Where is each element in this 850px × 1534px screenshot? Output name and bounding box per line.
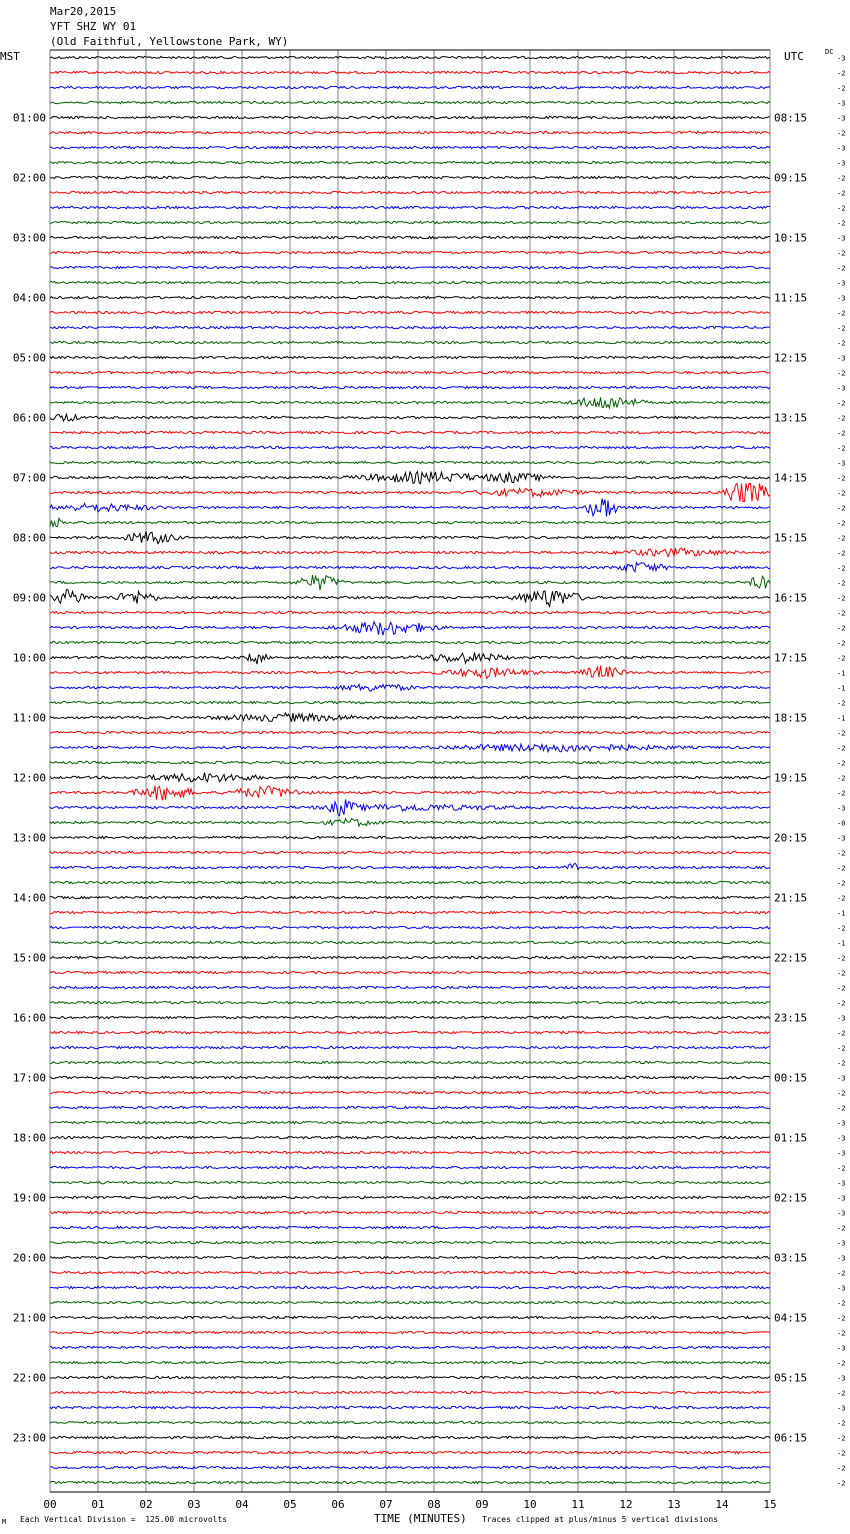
- trace-row-19: [50, 341, 770, 343]
- x-tick-label: 09: [475, 1498, 489, 1511]
- offset-label: -3: [837, 354, 846, 363]
- trace-row-55: [50, 881, 770, 883]
- right-hour-label: 21:15: [774, 891, 808, 905]
- offset-label: -2: [837, 264, 846, 273]
- offset-label: -3: [837, 1284, 846, 1293]
- offset-label: -2: [837, 864, 846, 873]
- offset-label: -2: [837, 999, 846, 1008]
- x-tick-label: 10: [523, 1498, 537, 1511]
- trace-row-29: [50, 484, 770, 502]
- trace-row-9: [50, 191, 770, 193]
- trace-row-30: [50, 499, 770, 517]
- offset-label: -2: [837, 339, 846, 348]
- offset-label: -2: [837, 699, 846, 708]
- offset-label: -3: [837, 114, 846, 123]
- offset-label: -3: [837, 234, 846, 243]
- left-hour-label: 03:00: [12, 231, 46, 245]
- trace-row-34: [50, 563, 770, 572]
- offset-label: -1: [837, 684, 846, 693]
- left-hour-label: 07:00: [12, 471, 46, 485]
- x-tick-label: 01: [91, 1498, 105, 1511]
- offset-label: -3: [837, 1014, 846, 1023]
- offset-label: -3: [837, 384, 846, 393]
- offset-label: -3: [837, 1074, 846, 1083]
- trace-row-39: [50, 641, 770, 643]
- right-hour-label: 04:15: [774, 1311, 808, 1325]
- trace-row-52: [50, 836, 770, 838]
- trace-row-13: [50, 251, 770, 253]
- offset-label: -2: [837, 1164, 846, 1173]
- offset-label: -2: [837, 1269, 846, 1278]
- trace-row-61: [50, 971, 770, 973]
- right-hour-label: 06:15: [774, 1431, 808, 1445]
- chart-date: Mar20,2015: [50, 5, 117, 18]
- offset-label: -3: [837, 1344, 846, 1353]
- offset-label: -2: [837, 1089, 846, 1098]
- offset-label: -2: [837, 1434, 846, 1443]
- trace-row-11: [50, 221, 770, 223]
- right-hour-label: 20:15: [774, 831, 808, 845]
- trace-row-25: [50, 431, 770, 433]
- offset-label: -1: [837, 939, 846, 948]
- offset-label: -2: [837, 969, 846, 978]
- trace-row-47: [50, 761, 770, 763]
- trace-row-10: [50, 206, 770, 208]
- left-hour-label: 17:00: [12, 1071, 46, 1085]
- trace-row-48: [50, 773, 770, 782]
- trace-row-66: [50, 1046, 770, 1048]
- trace-row-60: [50, 956, 770, 958]
- trace-row-17: [50, 311, 770, 313]
- trace-row-83: [50, 1301, 770, 1303]
- trace-row-76: [50, 1196, 770, 1198]
- offset-label: -2: [837, 1449, 846, 1458]
- right-hour-label: 01:15: [774, 1131, 808, 1145]
- offset-label: -2: [837, 609, 846, 618]
- clip-note: Traces clipped at plus/minus 5 vertical divisions: [482, 1515, 719, 1524]
- offset-label: -2: [837, 174, 846, 183]
- trace-row-0: [50, 56, 770, 58]
- right-hour-label: 18:15: [774, 711, 808, 725]
- trace-row-92: [50, 1436, 770, 1438]
- trace-row-54: [50, 863, 770, 869]
- offset-label: -3: [837, 1134, 846, 1143]
- right-hour-label: 05:15: [774, 1371, 808, 1385]
- trace-row-75: [50, 1181, 770, 1183]
- offset-label: -3: [837, 1404, 846, 1413]
- trace-row-69: [50, 1091, 770, 1093]
- offset-label: -3: [837, 804, 846, 813]
- offset-label: -3: [837, 1254, 846, 1263]
- trace-row-23: [50, 397, 770, 408]
- offset-label: -3: [837, 144, 846, 153]
- offset-label: -3: [837, 459, 846, 468]
- offset-label: -2: [837, 534, 846, 543]
- right-hour-label: 12:15: [774, 351, 808, 365]
- right-hour-label: 09:15: [774, 171, 808, 185]
- trace-row-21: [50, 371, 770, 373]
- offset-label: -2: [837, 399, 846, 408]
- left-hour-label: 22:00: [12, 1371, 46, 1385]
- trace-row-7: [50, 161, 770, 163]
- left-hour-label: 02:00: [12, 171, 46, 185]
- offset-label: -2: [837, 324, 846, 333]
- trace-row-16: [50, 296, 770, 298]
- trace-row-90: [50, 1406, 770, 1408]
- trace-row-94: [50, 1466, 770, 1468]
- offset-label: -1: [837, 909, 846, 918]
- right-hour-label: 19:15: [774, 771, 808, 785]
- right-hour-label: 15:15: [774, 531, 808, 545]
- trace-row-28: [50, 472, 770, 484]
- trace-row-8: [50, 176, 770, 178]
- offset-label: -3: [837, 834, 846, 843]
- left-hour-labels: [13, 112, 46, 1445]
- trace-row-5: [50, 131, 770, 133]
- trace-row-53: [50, 851, 770, 853]
- offset-label: -2: [837, 1479, 846, 1488]
- left-hour-label: 11:00: [12, 711, 46, 725]
- trace-row-38: [50, 622, 770, 636]
- right-hour-label: 08:15: [774, 111, 808, 125]
- right-hour-label: 00:15: [774, 1071, 808, 1085]
- left-hour-label: 13:00: [12, 831, 46, 845]
- corner-mark: M: [2, 1518, 7, 1526]
- trace-row-6: [50, 146, 770, 148]
- offset-label: -2: [837, 564, 846, 573]
- left-hour-label: 15:00: [12, 951, 46, 965]
- trace-row-49: [50, 786, 770, 801]
- trace-row-20: [50, 356, 770, 358]
- x-tick-label: 07: [379, 1498, 393, 1511]
- offset-label: -2: [837, 1389, 846, 1398]
- trace-row-82: [50, 1286, 770, 1288]
- offset-label: -2: [837, 1419, 846, 1428]
- left-hour-label: 09:00: [12, 591, 46, 605]
- trace-row-65: [50, 1031, 770, 1033]
- right-offset-labels: [837, 55, 845, 1488]
- offset-label: -2: [837, 1329, 846, 1338]
- offset-label: -1: [837, 714, 846, 723]
- left-hour-label: 18:00: [12, 1131, 46, 1145]
- dc-label: DC: [825, 48, 834, 56]
- right-hour-label: 03:15: [774, 1251, 808, 1265]
- offset-label: -3: [837, 1179, 846, 1188]
- trace-row-4: [50, 116, 770, 118]
- trace-row-79: [50, 1241, 770, 1243]
- trace-row-44: [50, 713, 770, 722]
- offset-label: -2: [837, 789, 846, 798]
- offset-label: -2: [837, 1224, 846, 1233]
- trace-row-14: [50, 266, 770, 268]
- offset-label: -2: [837, 1044, 846, 1053]
- right-hour-label: 11:15: [774, 291, 808, 305]
- right-hour-labels: [774, 112, 807, 1445]
- trace-row-24: [50, 414, 770, 421]
- left-hour-label: 23:00: [12, 1431, 46, 1445]
- offset-label: -2: [837, 1359, 846, 1368]
- offset-label: -3: [837, 279, 846, 288]
- offset-label: -2: [837, 1104, 846, 1113]
- x-tick-label: 14: [715, 1498, 729, 1511]
- trace-row-45: [50, 731, 770, 733]
- offset-label: -3: [837, 99, 846, 108]
- x-tick-label: 02: [139, 1498, 153, 1511]
- trace-row-56: [50, 896, 770, 898]
- offset-label: -3: [837, 159, 846, 168]
- trace-row-40: [50, 653, 770, 665]
- trace-row-62: [50, 986, 770, 988]
- left-hour-label: 04:00: [12, 291, 46, 305]
- trace-row-73: [50, 1151, 770, 1153]
- offset-label: -0: [837, 819, 846, 828]
- station-location: (Old Faithful, Yellowstone Park, WY): [50, 35, 289, 48]
- trace-row-51: [50, 818, 770, 826]
- right-hour-label: 23:15: [774, 1011, 808, 1025]
- trace-row-85: [50, 1331, 770, 1333]
- trace-row-12: [50, 236, 770, 238]
- left-hour-label: 01:00: [12, 111, 46, 125]
- trace-row-78: [50, 1226, 770, 1228]
- chart-title: YFT SHZ WY 01: [50, 20, 137, 33]
- offset-label: -3: [837, 1374, 846, 1383]
- right-hour-label: 22:15: [774, 951, 808, 965]
- offset-label: -2: [837, 774, 846, 783]
- x-tick-label: 05: [283, 1498, 297, 1511]
- left-hour-label: 12:00: [12, 771, 46, 785]
- offset-label: -2: [837, 744, 846, 753]
- trace-row-22: [50, 386, 770, 388]
- offset-label: -2: [837, 759, 846, 768]
- trace-row-86: [50, 1346, 770, 1348]
- trace-row-31: [50, 518, 770, 526]
- offset-label: -2: [837, 549, 846, 558]
- trace-row-58: [50, 926, 770, 928]
- left-hour-label: 08:00: [12, 531, 46, 545]
- trace-row-46: [50, 744, 770, 752]
- offset-label: -2: [837, 894, 846, 903]
- offset-label: -3: [837, 294, 846, 303]
- trace-group: [50, 56, 770, 1483]
- trace-row-84: [50, 1316, 770, 1318]
- offset-label: -2: [837, 1314, 846, 1323]
- trace-row-42: [50, 684, 770, 691]
- offset-label: -2: [837, 129, 846, 138]
- offset-label: -2: [837, 504, 846, 513]
- trace-row-87: [50, 1361, 770, 1363]
- offset-label: -2: [837, 639, 846, 648]
- offset-label: -2: [837, 849, 846, 858]
- x-tick-label: 06: [331, 1498, 345, 1511]
- x-tick-label: 15: [763, 1498, 777, 1511]
- scale-note: Each Vertical Division = 125.00 microvolts: [20, 1515, 228, 1524]
- trace-row-35: [50, 575, 770, 590]
- x-tick-label: 00: [43, 1498, 57, 1511]
- right-hour-label: 17:15: [774, 651, 808, 665]
- trace-row-2: [50, 86, 770, 88]
- trace-row-27: [50, 461, 770, 463]
- offset-label: -2: [837, 474, 846, 483]
- trace-row-63: [50, 1001, 770, 1003]
- x-tick-label: 12: [619, 1498, 633, 1511]
- trace-row-67: [50, 1061, 770, 1063]
- left-hour-label: 21:00: [12, 1311, 46, 1325]
- left-hour-label: 06:00: [12, 411, 46, 425]
- right-hour-label: 16:15: [774, 591, 808, 605]
- x-tick-labels: [43, 1498, 776, 1511]
- trace-row-74: [50, 1166, 770, 1168]
- offset-label: -2: [837, 984, 846, 993]
- trace-row-26: [50, 446, 770, 448]
- offset-label: -2: [837, 429, 846, 438]
- trace-row-41: [50, 666, 770, 679]
- trace-row-1: [50, 71, 770, 73]
- right-hour-label: 14:15: [774, 471, 808, 485]
- trace-row-93: [50, 1451, 770, 1453]
- offset-label: -3: [837, 54, 846, 63]
- x-tick-label: 11: [571, 1498, 585, 1511]
- offset-label: -2: [837, 249, 846, 258]
- offset-label: -2: [837, 1299, 846, 1308]
- left-hour-label: 20:00: [12, 1251, 46, 1265]
- offset-label: -2: [837, 654, 846, 663]
- trace-row-3: [50, 101, 770, 103]
- offset-label: -2: [837, 594, 846, 603]
- offset-label: -2: [837, 879, 846, 888]
- x-axis-label: TIME (MINUTES): [374, 1512, 467, 1525]
- offset-label: -2: [837, 84, 846, 93]
- trace-row-15: [50, 281, 770, 283]
- offset-label: -2: [837, 624, 846, 633]
- offset-label: -2: [837, 444, 846, 453]
- left-hour-label: 14:00: [12, 891, 46, 905]
- offset-label: -3: [837, 1149, 846, 1158]
- trace-row-68: [50, 1076, 770, 1078]
- offset-label: -2: [837, 1464, 846, 1473]
- right-hour-label: 02:15: [774, 1191, 808, 1205]
- left-hour-label: 19:00: [12, 1191, 46, 1205]
- trace-row-72: [50, 1136, 770, 1138]
- offset-label: -3: [837, 1209, 846, 1218]
- offset-label: -2: [837, 729, 846, 738]
- offset-label: -2: [837, 414, 846, 423]
- left-hour-label: 16:00: [12, 1011, 46, 1025]
- left-timezone-label: MST: [0, 50, 20, 63]
- trace-row-80: [50, 1256, 770, 1258]
- x-tick-label: 04: [235, 1498, 249, 1511]
- trace-row-88: [50, 1376, 770, 1378]
- trace-row-33: [50, 548, 770, 557]
- left-hour-label: 10:00: [12, 651, 46, 665]
- trace-row-91: [50, 1421, 770, 1423]
- trace-row-59: [50, 941, 770, 943]
- trace-row-64: [50, 1016, 770, 1018]
- trace-row-70: [50, 1106, 770, 1108]
- trace-row-37: [50, 611, 770, 613]
- offset-label: -2: [837, 954, 846, 963]
- trace-row-32: [50, 531, 770, 543]
- trace-row-89: [50, 1391, 770, 1393]
- trace-row-81: [50, 1271, 770, 1273]
- offset-label: -2: [837, 519, 846, 528]
- offset-label: -2: [837, 369, 846, 378]
- right-timezone-label: UTC: [784, 50, 804, 63]
- trace-row-50: [50, 799, 770, 815]
- trace-row-77: [50, 1211, 770, 1213]
- trace-row-43: [50, 701, 770, 703]
- offset-label: -1: [837, 669, 846, 678]
- offset-label: -2: [837, 204, 846, 213]
- offset-label: -2: [837, 69, 846, 78]
- trace-row-95: [50, 1481, 770, 1483]
- offset-label: -2: [837, 1029, 846, 1038]
- offset-label: -3: [837, 1239, 846, 1248]
- offset-label: -3: [837, 1194, 846, 1203]
- offset-label: -2: [837, 924, 846, 933]
- offset-label: -2: [837, 1059, 846, 1068]
- trace-row-18: [50, 326, 770, 328]
- offset-label: -3: [837, 1119, 846, 1128]
- x-tick-label: 13: [667, 1498, 681, 1511]
- offset-label: -2: [837, 489, 846, 498]
- offset-label: -2: [837, 579, 846, 588]
- offset-label: -2: [837, 309, 846, 318]
- offset-label: -2: [837, 219, 846, 228]
- offset-label: -2: [837, 189, 846, 198]
- trace-row-71: [50, 1121, 770, 1123]
- x-tick-label: 08: [427, 1498, 441, 1511]
- trace-row-57: [50, 911, 770, 913]
- x-tick-label: 03: [187, 1498, 201, 1511]
- right-hour-label: 13:15: [774, 411, 808, 425]
- right-hour-label: 10:15: [774, 231, 808, 245]
- left-hour-label: 05:00: [12, 351, 46, 365]
- trace-row-36: [50, 589, 770, 606]
